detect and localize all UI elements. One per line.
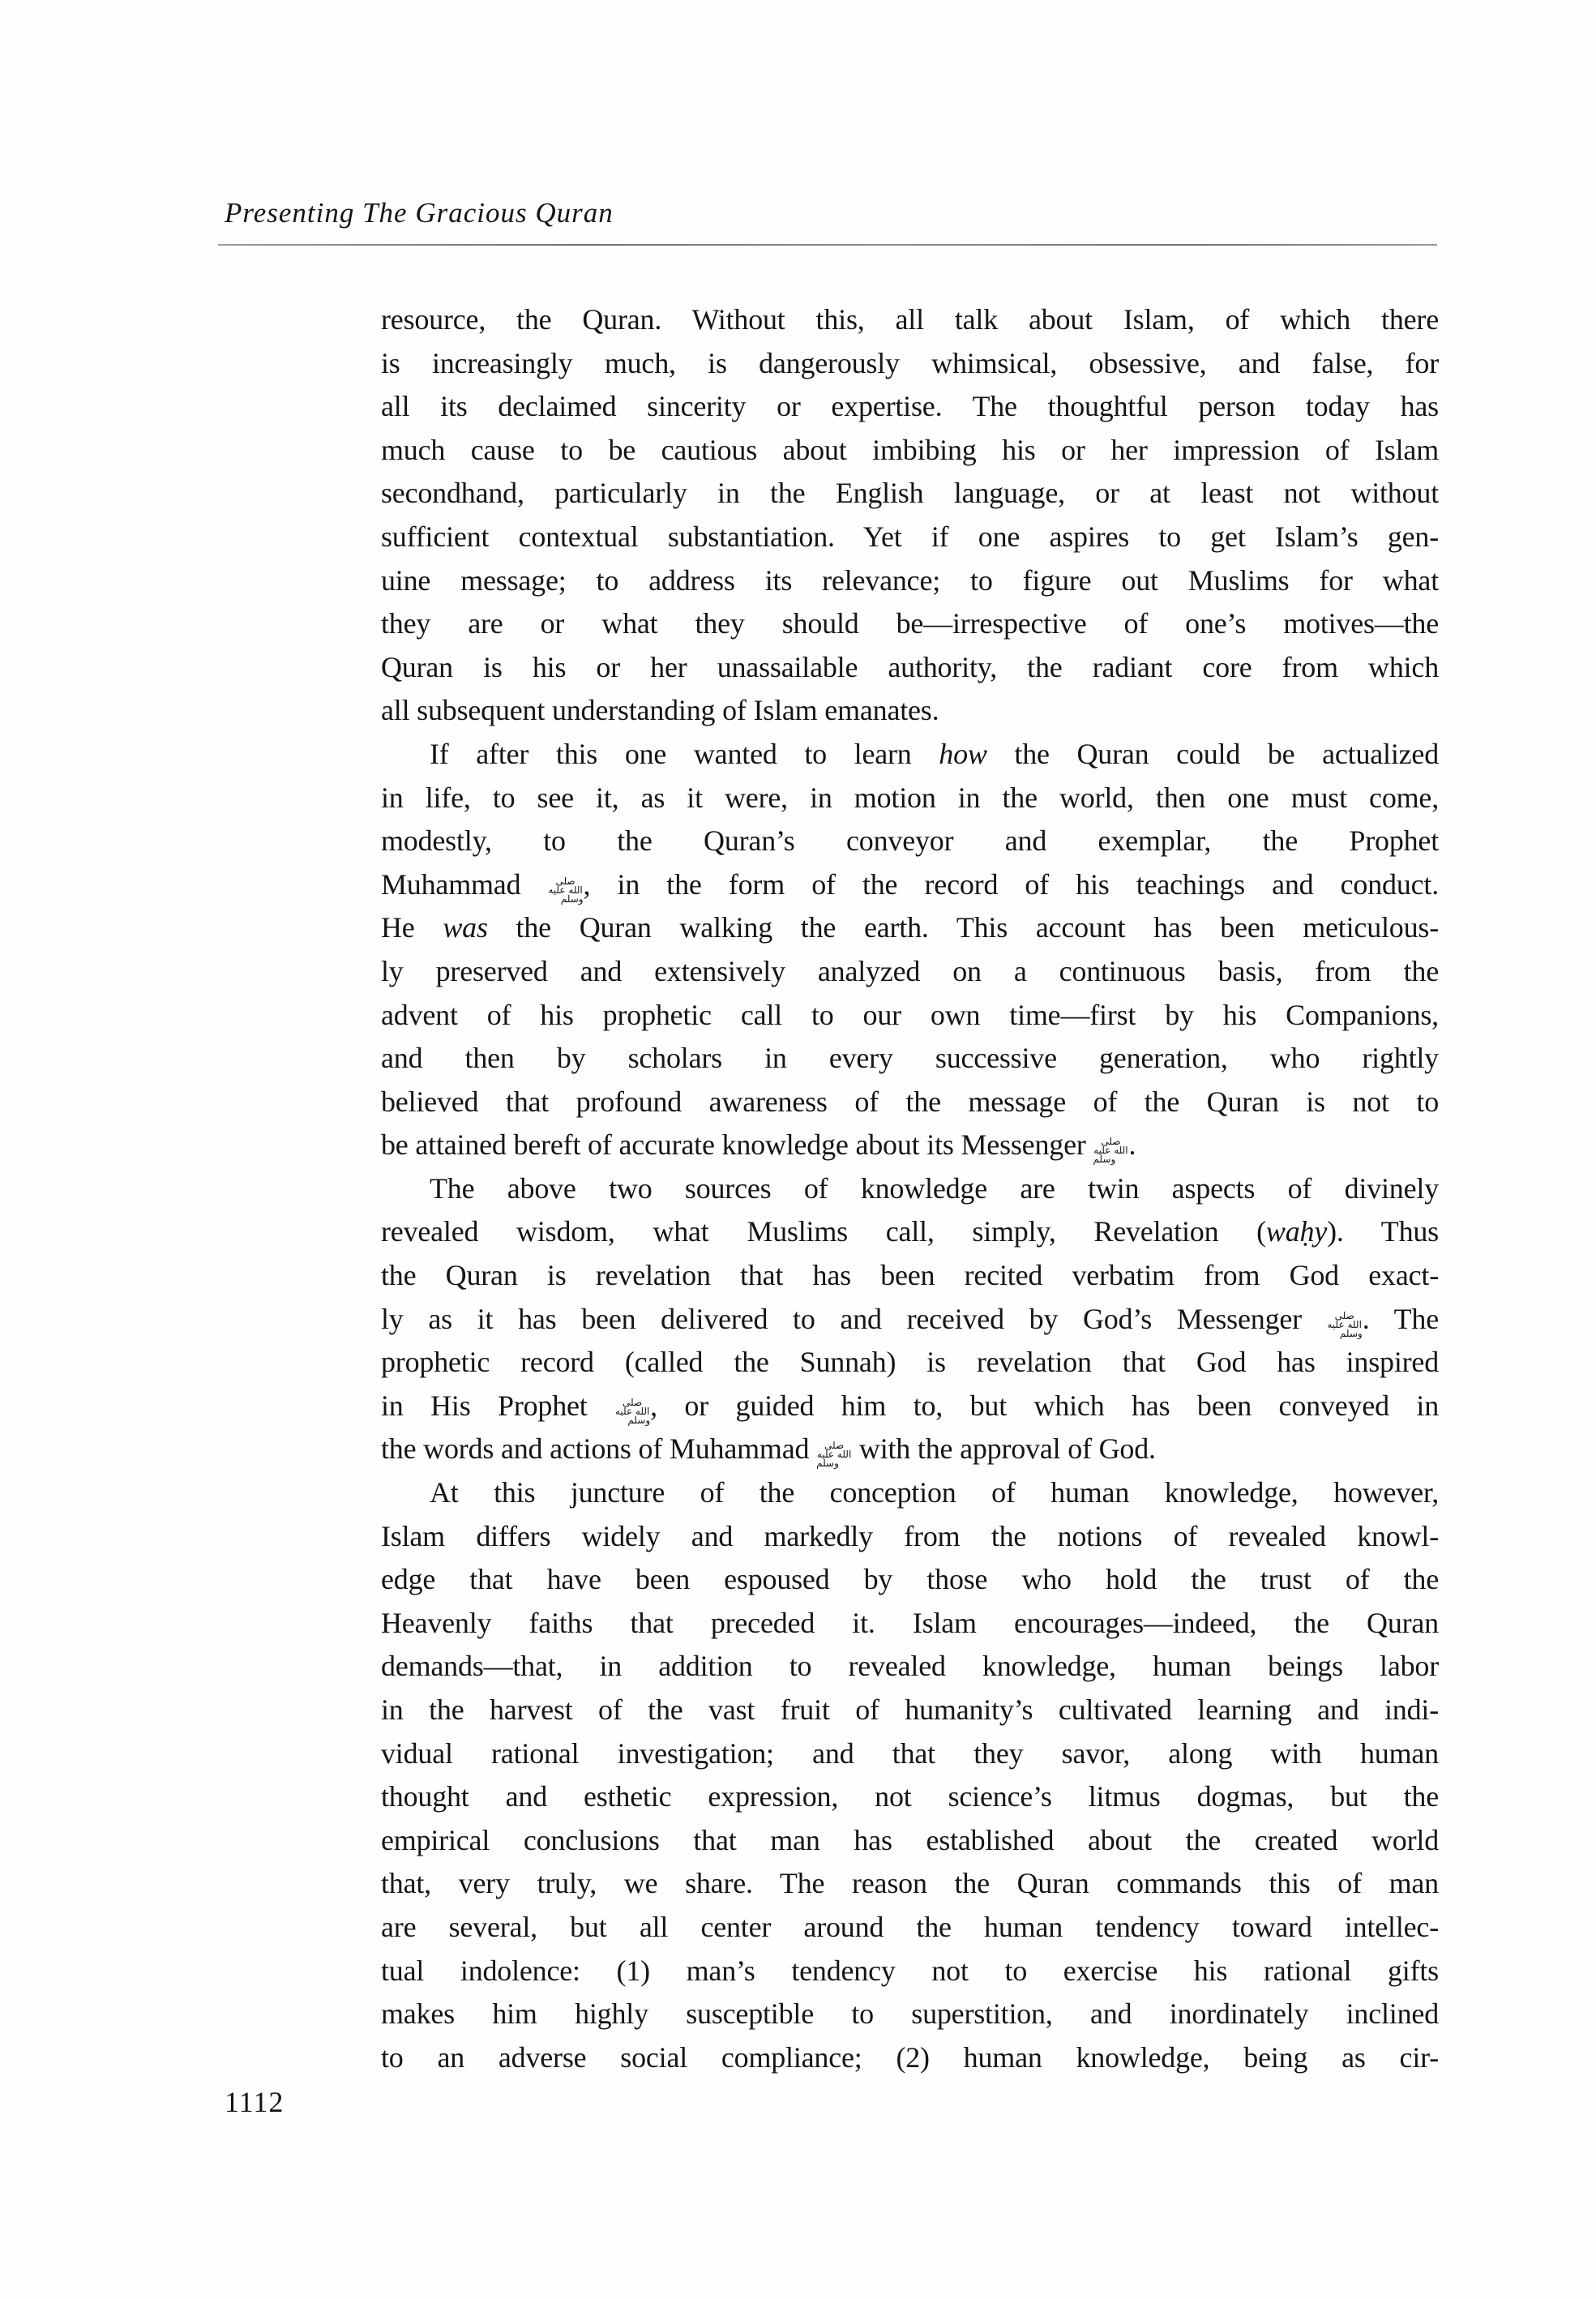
paragraph xyxy=(381,733,1439,1167)
text-line xyxy=(381,1906,1439,1950)
running-head: Presenting The Gracious Quran xyxy=(225,197,614,229)
text-run: all subsequent understanding of Islam emanates. xyxy=(381,694,939,727)
text-run: At this juncture of the conception of human knowledge, however, xyxy=(430,1476,1439,1509)
text-run: . xyxy=(1128,1128,1136,1162)
honorific-symbol: صلى الله عليه وسلم xyxy=(548,875,584,905)
text-run: empirical conclusions that man has established about the created world xyxy=(381,1823,1439,1856)
text-line xyxy=(381,1645,1439,1689)
italic-text: was xyxy=(443,911,488,944)
text-line xyxy=(381,1298,1439,1342)
text-line xyxy=(381,1385,1439,1428)
text-run: The above two sources of knowledge are twin aspects of divinely xyxy=(430,1171,1439,1205)
page-number: 1112 xyxy=(225,2086,285,2118)
text-line xyxy=(381,1689,1439,1732)
text-line xyxy=(381,1862,1439,1906)
text-run: the Quran could be actualized xyxy=(986,737,1440,770)
text-run: modestly, to the Quran’s conveyor and exemplar, the Prophet xyxy=(381,824,1439,858)
text-run: Heavenly faiths that preceded it. Islam encourages—indeed, the Quran xyxy=(381,1606,1439,1639)
text-run: Islam differs widely and markedly from the notions of revealed knowl- xyxy=(381,1519,1439,1552)
honorific-symbol: صلى الله عليه وسلم xyxy=(614,1396,651,1426)
text-run: . The xyxy=(1362,1302,1439,1335)
text-line xyxy=(381,1732,1439,1776)
italic-text: how xyxy=(939,737,987,770)
text-line xyxy=(381,1775,1439,1819)
text-line xyxy=(381,646,1439,690)
text-line xyxy=(381,1124,1439,1167)
text-line xyxy=(381,863,1439,907)
text-run: revealed wisdom, what Muslims call, simply, Revelation ( xyxy=(381,1215,1266,1248)
honorific-symbol: صلى الله عليه وسلم xyxy=(1093,1136,1128,1166)
honorific-symbol: صلى الله عليه وسلم xyxy=(1327,1309,1363,1339)
text-run: in life, to see it, as it were, in motion in the world, then one must come, xyxy=(381,781,1439,814)
text-line xyxy=(381,1428,1439,1471)
text-line xyxy=(381,1037,1439,1081)
text-run: edge that have been espoused by those who hold the trust of the xyxy=(381,1563,1439,1596)
text-run: to an adverse social compliance; (2) human knowledge, being as cir- xyxy=(381,2040,1439,2074)
text-line xyxy=(381,689,1439,733)
text-line xyxy=(381,1515,1439,1559)
text-run: be attained bereft of accurate knowledge about its Messenger xyxy=(381,1128,1093,1162)
text-line xyxy=(381,1602,1439,1646)
text-run: resource, the Quran. Without this, all talk about Islam, of which there xyxy=(381,303,1439,336)
text-line xyxy=(381,820,1439,863)
text-run: makes him highly susceptible to superstition, and inordinately inclined xyxy=(381,1997,1439,2031)
text-line xyxy=(381,1081,1439,1124)
text-run: If after this one wanted to learn xyxy=(430,737,939,770)
text-run: in His Prophet xyxy=(381,1389,615,1422)
paragraph xyxy=(381,298,1439,733)
text-run: the Quran is revelation that has been recited verbatim from God exact- xyxy=(381,1259,1439,1292)
text-run: , in the form of the record of his teachings and conduct. xyxy=(583,867,1439,901)
text-line xyxy=(381,1471,1439,1515)
header-rule xyxy=(218,244,1437,246)
text-line xyxy=(381,429,1439,473)
honorific-symbol: صلى الله عليه وسلم xyxy=(816,1440,852,1470)
text-line xyxy=(381,1210,1439,1254)
text-line xyxy=(381,1993,1439,2036)
text-run: believed that profound awareness of the message of the Quran is not to xyxy=(381,1085,1439,1118)
text-line xyxy=(381,1558,1439,1602)
text-run: , or guided him to, but which has been conveyed in xyxy=(650,1389,1439,1422)
text-run: the words and actions of Muhammad xyxy=(381,1432,817,1466)
text-run: advent of his prophetic call to our own time—first by his Companions, xyxy=(381,998,1439,1031)
italic-text: waḥy xyxy=(1265,1215,1328,1248)
text-run: vidual rational investigation; and that they savor, along with human xyxy=(381,1736,1439,1770)
text-run: with the approval of God. xyxy=(852,1432,1156,1466)
text-line xyxy=(381,1167,1439,1211)
text-line xyxy=(381,906,1439,950)
text-run: the Quran walking the earth. This account has been meticulous- xyxy=(487,911,1439,944)
text-line xyxy=(381,602,1439,646)
text-run: prophetic record (called the Sunnah) is revelation that God has inspired xyxy=(381,1346,1439,1379)
text-run: He xyxy=(381,911,443,944)
text-run: demands—that, in addition to revealed knowledge, human beings labor xyxy=(381,1650,1439,1683)
text-line xyxy=(381,342,1439,386)
text-run: uine message; to address its relevance; to figure out Muslims for what xyxy=(381,563,1439,597)
text-run: is increasingly much, is dangerously whimsical, obsessive, and false, for xyxy=(381,346,1439,379)
text-run: and then by scholars in every successive generation, who rightly xyxy=(381,1042,1439,1075)
paragraph xyxy=(381,1167,1439,1471)
text-run: ). Thus xyxy=(1327,1215,1439,1248)
text-run: sufficient contextual substantiation. Yet if one aspires to get Islam’s gen- xyxy=(381,520,1439,553)
text-line xyxy=(381,559,1439,603)
text-run: Muhammad xyxy=(381,867,548,901)
text-run: in the harvest of the vast fruit of humanity’s cultivated learning and indi- xyxy=(381,1693,1439,1726)
text-run: thought and esthetic expression, not science’s litmus dogmas, but the xyxy=(381,1780,1439,1813)
text-run: tual indolence: (1) man’s tendency not to exercise his rational gifts xyxy=(381,1954,1439,1987)
text-run: are several, but all center around the human tendency toward intellec- xyxy=(381,1910,1439,1943)
text-line xyxy=(381,2036,1439,2080)
text-line xyxy=(381,1341,1439,1385)
text-line xyxy=(381,385,1439,429)
text-run: ly preserved and extensively analyzed on a continuous basis, from the xyxy=(381,954,1439,987)
text-run: ly as it has been delivered to and received by God’s Messenger xyxy=(381,1302,1327,1335)
text-line xyxy=(381,994,1439,1038)
text-line xyxy=(381,733,1439,777)
text-run: secondhand, particularly in the English language, or at least not without xyxy=(381,477,1439,510)
text-run: all its declaimed sincerity or expertise. The thoughtful person today has xyxy=(381,390,1439,423)
text-run: Quran is his or her unassailable authority, the radiant core from which xyxy=(381,650,1439,683)
text-line xyxy=(381,1254,1439,1298)
text-line xyxy=(381,1950,1439,1993)
text-line xyxy=(381,777,1439,820)
body-text-block xyxy=(381,298,1439,2079)
text-run: that, very truly, we share. The reason the Quran commands this of man xyxy=(381,1867,1439,1900)
text-line xyxy=(381,298,1439,342)
paragraph xyxy=(381,1471,1439,2079)
text-run: much cause to be cautious about imbibing his or her impression of Islam xyxy=(381,433,1439,466)
text-line xyxy=(381,472,1439,516)
text-line xyxy=(381,950,1439,994)
text-line xyxy=(381,516,1439,559)
text-run: they are or what they should be—irrespective of one’s motives—the xyxy=(381,607,1439,640)
text-line xyxy=(381,1819,1439,1863)
